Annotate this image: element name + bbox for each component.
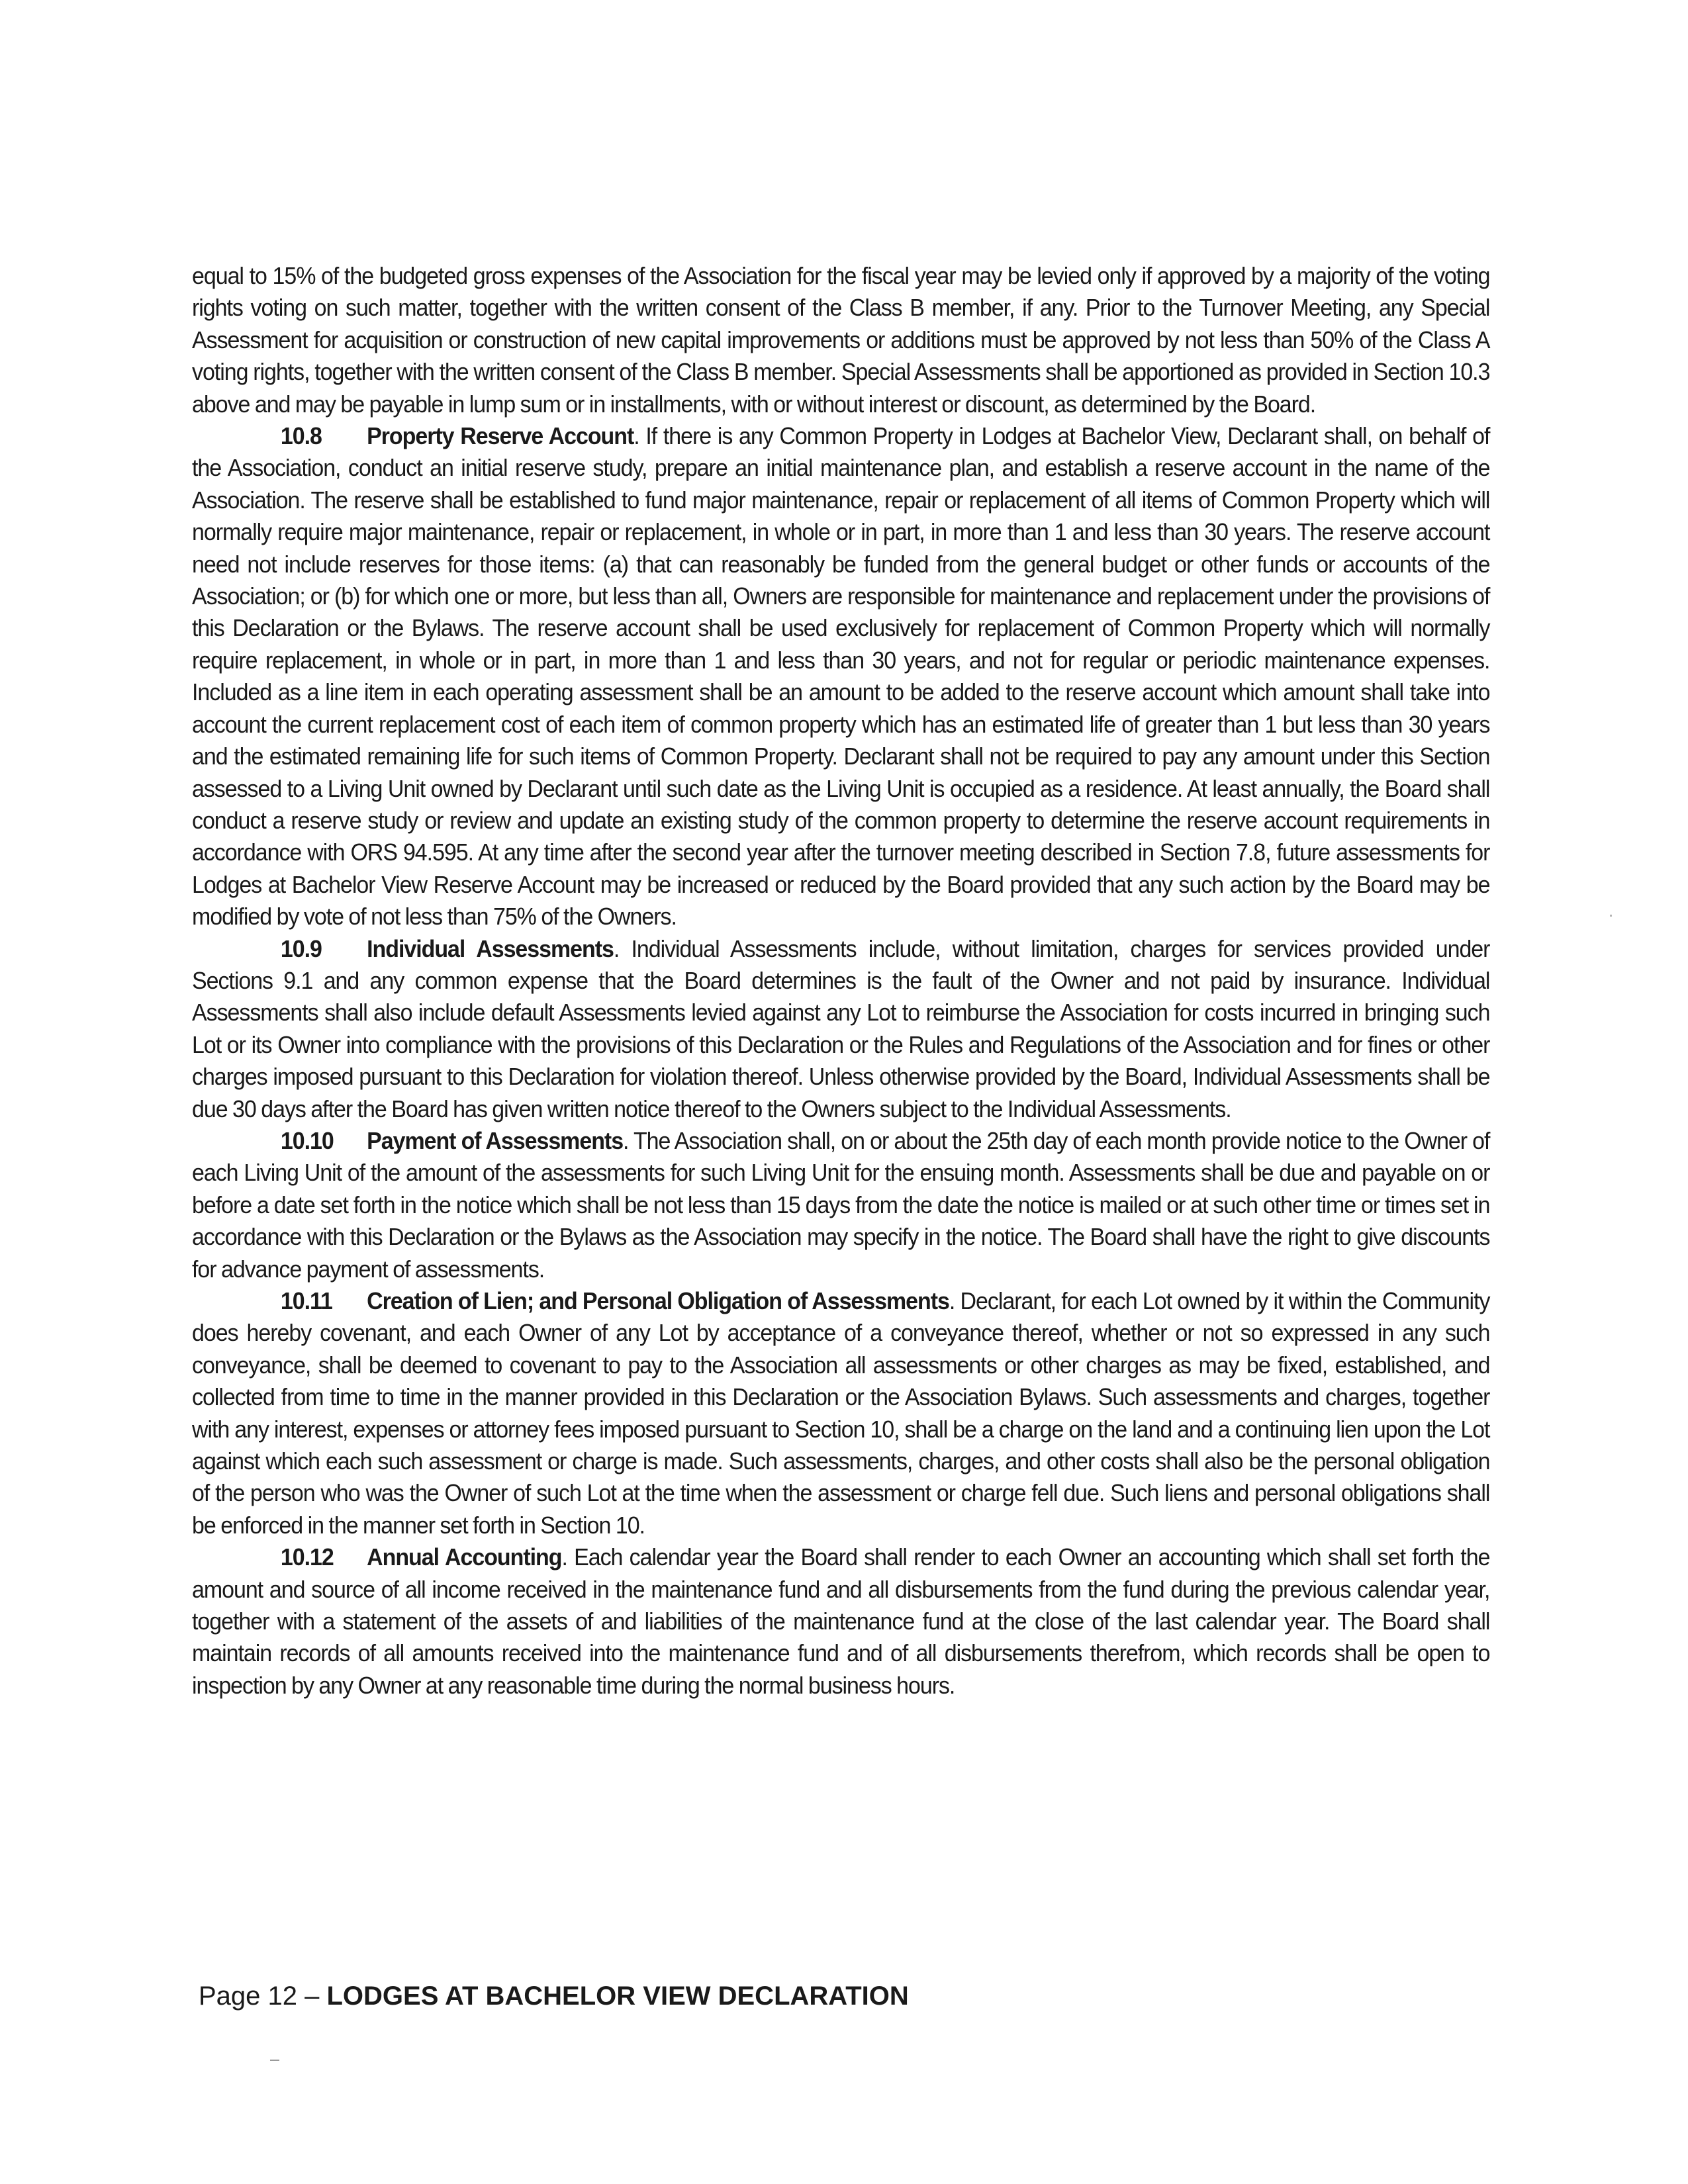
section-number: 10.9 [280, 934, 322, 962]
section-number: 10.12 [280, 1543, 334, 1571]
scan-speck [1610, 915, 1612, 917]
section-number: 10.8 [280, 422, 322, 450]
section-number: 10.10 [280, 1126, 334, 1154]
section-text: . Each calendar year the Board shall render to each Owner an accounting which shall set forth the amount and source of all income received in the maintenance fund and all disbursements from the fund during the previous calendar year, together with a statement of the assets of and liabilities of the maintenance fund at the close of the last calendar year. The Board shall maintain records of all amounts received into the maintenance fund and of all disbursements therefrom, which records shall be open to inspection by any Owner at any reasonable time during the normal business hours. [192, 1543, 1490, 1699]
section-title: Individual Assessments [367, 934, 614, 962]
section-title: Creation of Lien; and Personal Obligation of Assessments [367, 1287, 949, 1314]
section-title: Property Reserve Account [367, 422, 634, 450]
section-number: 10.11 [280, 1287, 332, 1314]
page-number-label: Page 12 – [199, 1981, 327, 2011]
section-text: . Individual Assessments include, without limitation, charges for services provided under Sections 9.1 and any common expense that the Board determines is the fault of the Owner and not paid by insurance. Individual Assessments shall also include default Assessments levied against any Lot to reimburse the Association for costs incurred in bringing such Lot or its Owner into compliance with the provisions of this Declaration or the Rules and Regulations of the Association and for fines or other charges imposed pursuant to this Declaration for violation thereof. Unless otherwise provided by the Board, Individual Assessments shall be due 30 days after the Board has given written notice thereof to the Owners subject to the Individual Assessments. [192, 934, 1490, 1122]
section-text: . Declarant, for each Lot owned by it within the Community does hereby covenant, and each Owner of any Lot by acceptance of a conveyance thereof, whether or not so expressed in any such conveyance, shall be deemed to covenant to pay to the Association all assessments or other charges as may be fixed, established, and collected from time to time in the manner provided in this Declaration or the Association Bylaws. Such assessments and charges, together with any interest, expenses or attorney fees imposed pursuant to Section 10, shall be a charge on the land and a continuing lien upon the Lot against which each such assessment or charge is made. Such assessments, charges, and other costs shall also be the personal obligation of the person who was the Owner of such Lot at the time when the assessment or charge fell due. Such liens and personal obligations shall be enforced in the manner set forth in Section 10. [192, 1287, 1490, 1539]
section-text: . The Association shall, on or about the 25th day of each month provide notice to the Owner of each Living Unit of the amount of the assessments for such Living Unit for the ensuing month. Assessments shall be due and payable on or before a date set forth in the notice which shall be not less than 15 days from the date the notice is mailed or at such other time or times set in accordance with this Declaration or the Bylaws as the Association may specify in the notice. The Board shall have the right to give discounts for advance payment of assessments. [192, 1126, 1490, 1283]
section-10-10 [192, 1125, 1489, 1285]
intro-paragraph: equal to 15% of the budgeted gross expenses of the Association for the fiscal year may be levied only if approved by a majority of the voting rights voting on such matter, together with the written consent of the Class B member, if any. Prior to the Turnover Meeting, any Special Assessment for acquisition or construction of new capital improvements or additions must be approved by not less than 50% of the Class A voting rights, together with the written consent of the Class B member. Special Assessments shall be apportioned as provided in Section 10.3 above and may be payable in lump sum or in installments, with or without interest or discount, as determined by the Board. [192, 262, 1490, 418]
section-10-12 [192, 1541, 1489, 1702]
section-10-9 [192, 933, 1489, 1125]
section-title: Annual Accounting [367, 1543, 562, 1571]
section-text: . If there is any Common Property in Lodges at Bachelor View, Declarant shall, on behalf of the Association, conduct an initial reserve study, prepare an initial maintenance plan, and establish a reserve account in the name of the Association. The reserve shall be established to fund major maintenance, repair or replacement of all items of Common Property which will normally require major maintenance, repair or replacement, in whole or in part, in more than 1 and less than 30 years. The reserve account need not include reserves for those items: (a) that can reasonably be funded from the general budget or other funds or accounts of the Association; or (b) for which one or more, but less than all, Owners are responsible for maintenance and replacement under the provisions of this Declaration or the Bylaws. The reserve account shall be used exclusively for replacement of Common Property which will normally require replacement, in whole or in part, in more than 1 and less than 30 years, and not for regular or periodic maintenance expenses. Included as a line item in each operating assessment shall be an amount to be added to the reserve account which amount shall take into account the current replacement cost of each item of common property which has an estimated life of greater than 1 but less than 30 years and the estimated remaining life for such items of Common Property. Declarant shall not be required to pay any amount under this Section assessed to a Living Unit owned by Declarant until such date as the Living Unit is occupied as a residence. At least annually, the Board shall conduct a reserve study or review and update an existing study of the common property to determine the reserve account requirements in accordance with ORS 94.595. At any time after the second year after the turnover meeting described in Section 7.8, future assessments for Lodges at Bachelor View Reserve Account may be increased or reduced by the Board provided that any such action by the Board may be modified by vote of not less than 75% of the Owners. [192, 422, 1490, 931]
document-body [192, 260, 1489, 1702]
page-footer [199, 1980, 909, 2012]
section-10-8 [192, 420, 1489, 933]
section-title: Payment of Assessments [367, 1126, 624, 1154]
footer-document-title: LODGES AT BACHELOR VIEW DECLARATION [326, 1981, 909, 2011]
scan-speck [270, 2060, 279, 2061]
section-10-11 [192, 1285, 1489, 1541]
